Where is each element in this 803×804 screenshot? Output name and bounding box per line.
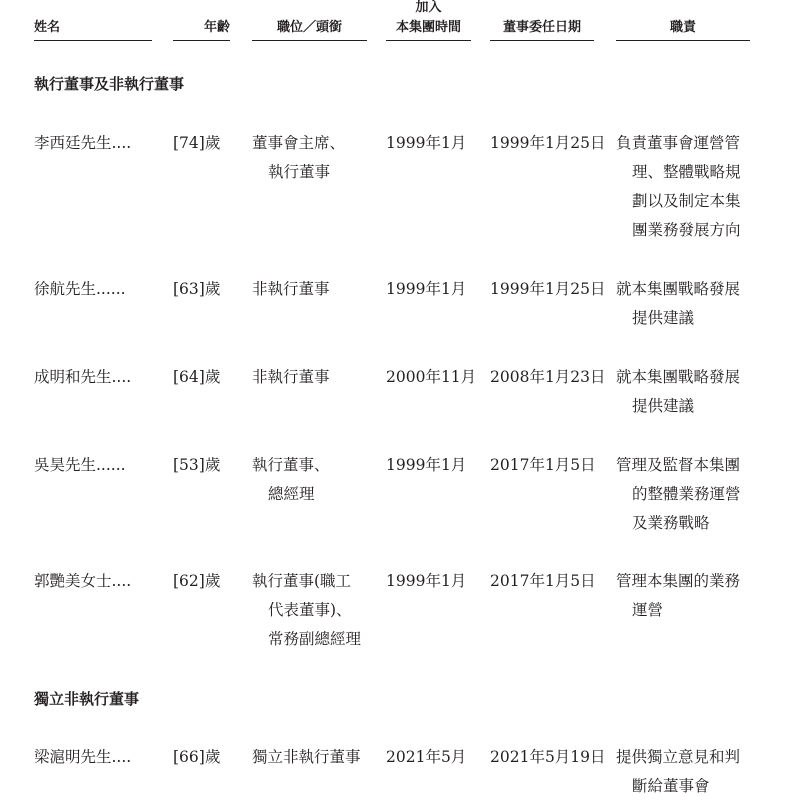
duty-line: 及業務戰略 bbox=[632, 514, 710, 532]
duty-line: 提供獨立意見和判 bbox=[616, 748, 741, 766]
appointment-date: 1999年1月25日 bbox=[490, 280, 606, 298]
header-age-label: 年齡 bbox=[203, 20, 230, 35]
director-position bbox=[252, 567, 361, 654]
director-age: [74]歲 bbox=[173, 134, 221, 152]
position-line: 執行董事 bbox=[268, 163, 331, 181]
director-age: [64]歲 bbox=[173, 368, 221, 386]
director-duties bbox=[616, 129, 741, 245]
duty-line: 負責董事會運營管 bbox=[616, 134, 741, 152]
director-age: [63]歲 bbox=[173, 280, 221, 298]
director-age: [62]歲 bbox=[173, 572, 221, 590]
section-title: 獨立非執行董事 bbox=[34, 690, 140, 708]
header-join-date bbox=[386, 0, 471, 38]
position-line: 執行董事(職工 bbox=[252, 572, 352, 590]
director-position bbox=[252, 451, 330, 509]
appointment-date: 2017年1月5日 bbox=[490, 456, 596, 474]
position-line: 總經理 bbox=[268, 485, 315, 503]
join-date: 2021年5月 bbox=[386, 748, 467, 766]
duty-line: 團業務發展方向 bbox=[632, 221, 741, 239]
director-name: 成明和先生.... bbox=[34, 368, 132, 386]
director-age: [66]歲 bbox=[173, 748, 221, 766]
duty-line: 管理及監督本集團 bbox=[616, 456, 741, 474]
director-duties bbox=[616, 451, 741, 538]
director-name: 吳昊先生...... bbox=[34, 456, 126, 474]
director-position bbox=[252, 129, 345, 187]
director-duties bbox=[616, 567, 740, 625]
header-name-label: 姓名 bbox=[34, 20, 61, 35]
join-date: 1999年1月 bbox=[386, 134, 467, 152]
duty-line: 管理本集團的業務 bbox=[616, 572, 741, 590]
duty-line: 就本集團戰略發展 bbox=[616, 368, 741, 386]
header-appointment-date bbox=[490, 18, 594, 38]
join-date: 1999年1月 bbox=[386, 456, 467, 474]
director-position bbox=[252, 363, 330, 392]
header-duties-label: 職責 bbox=[669, 20, 696, 35]
duty-line: 理、整體戰略規 bbox=[632, 163, 741, 181]
duty-line: 提供建議 bbox=[632, 397, 695, 415]
director-duties bbox=[616, 275, 740, 333]
director-duties bbox=[616, 363, 740, 421]
duty-line: 運營 bbox=[632, 601, 664, 619]
appointment-date: 2017年1月5日 bbox=[490, 572, 596, 590]
header-appointment-label: 董事委任日期 bbox=[502, 20, 581, 35]
position-line: 非執行董事 bbox=[252, 280, 330, 298]
position-line: 獨立非執行董事 bbox=[252, 748, 361, 766]
director-name: 徐航先生...... bbox=[34, 280, 126, 298]
position-line: 執行董事、 bbox=[252, 456, 330, 474]
director-name: 梁滬明先生.... bbox=[34, 748, 132, 766]
appointment-date: 2008年1月23日 bbox=[490, 368, 606, 386]
header-age bbox=[173, 18, 230, 38]
appointment-date: 1999年1月25日 bbox=[490, 134, 606, 152]
duty-line: 斷給董事會 bbox=[632, 777, 710, 795]
position-line: 代表董事)、 bbox=[268, 601, 352, 619]
duty-line: 提供建議 bbox=[632, 309, 695, 327]
header-join-line2: 本集團時間 bbox=[395, 20, 461, 35]
director-name: 李西廷先生.... bbox=[34, 134, 132, 152]
director-name: 郭艷美女士.... bbox=[34, 572, 132, 590]
director-position bbox=[252, 743, 361, 772]
header-name bbox=[34, 18, 152, 38]
join-date: 2000年11月 bbox=[386, 368, 477, 386]
duty-line: 的整體業務運營 bbox=[632, 485, 741, 503]
header-duties bbox=[616, 18, 750, 38]
director-age: [53]歲 bbox=[173, 456, 221, 474]
join-date: 1999年1月 bbox=[386, 280, 467, 298]
duty-line: 劃以及制定本集 bbox=[632, 192, 741, 210]
duty-line: 就本集團戰略發展 bbox=[616, 280, 741, 298]
section-title: 執行董事及非執行董事 bbox=[34, 75, 185, 93]
join-date: 1999年1月 bbox=[386, 572, 467, 590]
position-line: 常務副總經理 bbox=[268, 630, 362, 648]
header-position-label: 職位／頭銜 bbox=[276, 20, 342, 35]
position-line: 非執行董事 bbox=[252, 368, 330, 386]
director-duties bbox=[616, 743, 740, 801]
header-join-line1: 加入 bbox=[415, 0, 442, 15]
director-position bbox=[252, 275, 330, 304]
position-line: 董事會主席、 bbox=[252, 134, 346, 152]
header-position bbox=[252, 18, 367, 38]
appointment-date: 2021年5月19日 bbox=[490, 748, 606, 766]
